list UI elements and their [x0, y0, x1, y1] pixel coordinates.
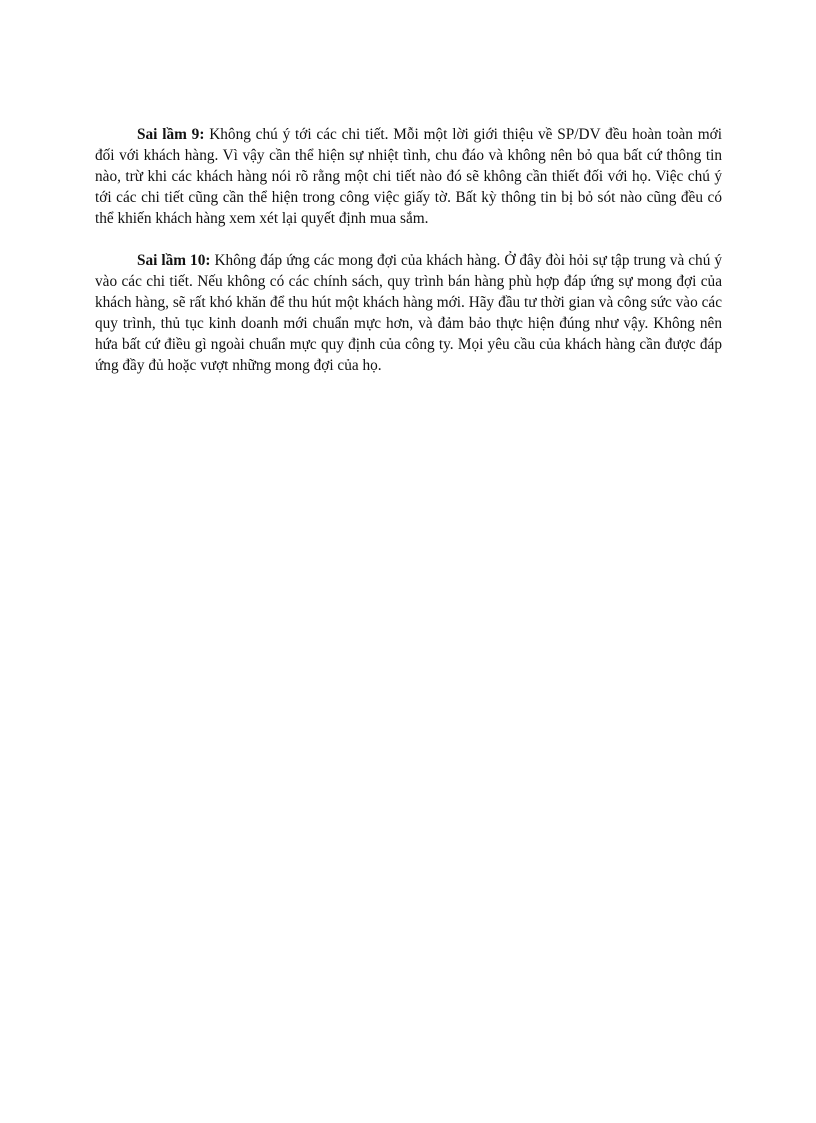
- paragraph-mistake-10: [95, 250, 722, 376]
- paragraph-heading: Sai lầm 9:: [137, 126, 205, 143]
- paragraph-text: Không đáp ứng các mong đợi của khách hàng. Ở đây đòi hỏi sự tập trung và chú ý vào các chi tiết. Nếu không có các chính sách, quy trình bán hàng phù hợp đáp ứng sự mong đợi của khách hàng, sẽ rất khó khăn để thu hút một khách hàng mới. Hãy đầu tư thời gian và công sức vào các quy trình, thủ tục kinh doanh mới chuẩn mực hơn, và đảm bảo thực hiện đúng như vậy. Không nên hứa bất cứ điều gì ngoài chuẩn mực quy định của công ty. Mọi yêu cầu của khách hàng cần được đáp ứng đầy đủ hoặc vượt những mong đợi của họ.: [95, 252, 722, 374]
- document-body: [95, 124, 722, 397]
- paragraph-mistake-9: [95, 124, 722, 229]
- paragraph-heading: Sai lầm 10:: [137, 252, 211, 269]
- paragraph-text: Không chú ý tới các chi tiết. Mỗi một lời giới thiệu về SP/DV đều hoàn toàn mới đối với khách hàng. Vì vậy cần thể hiện sự nhiệt tình, chu đáo và không nên bỏ qua bất cứ thông tin nào, trừ khi các khách hàng nói rõ rằng một chi tiết nào đó sẽ không cần thiết đối với họ. Việc chú ý tới các chi tiết cũng cần thể hiện trong công việc giấy tờ. Bất kỳ thông tin bị bỏ sót nào cũng đều có thể khiến khách hàng xem xét lại quyết định mua sắm.: [95, 126, 722, 227]
